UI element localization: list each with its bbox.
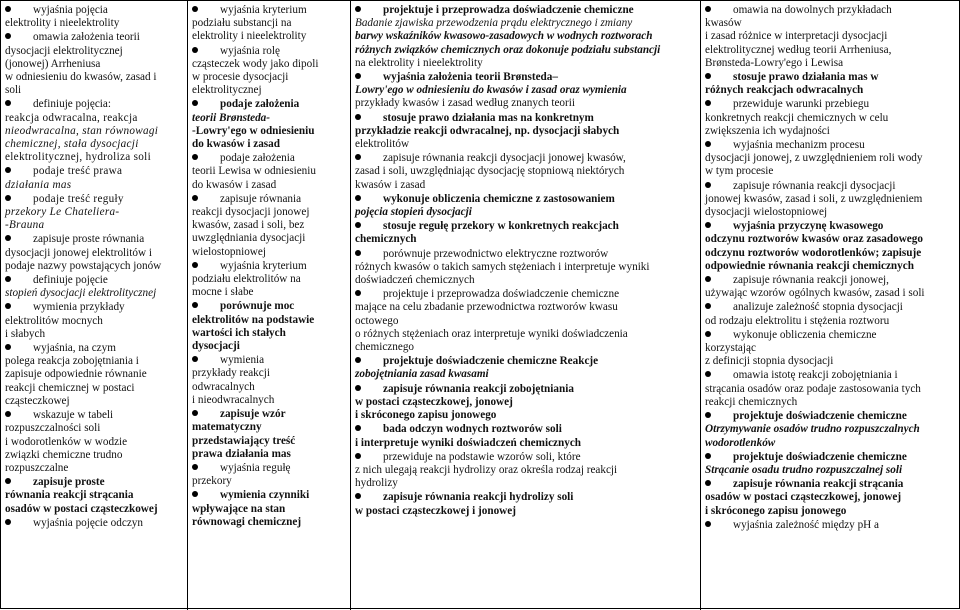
item-text: odczynu roztworów kwasów oraz zasadowego [705, 233, 923, 246]
item-text: o różnych stężeniach oraz interpretuje wyniki doświadczenia [355, 327, 628, 340]
item-text: kwasów, zasad i soli, bez [192, 219, 305, 232]
bullet-icon [192, 356, 198, 362]
item-text: omawia na dowolnych przykładach [733, 4, 892, 16]
bullet-icon [705, 100, 711, 106]
list-item [355, 355, 697, 381]
item-text: i zasad różnice w interpretacji dysocjacji [705, 30, 888, 43]
bullet-icon [5, 411, 11, 417]
item-text: wykonuje obliczenia chemiczne z zastosowaniem [383, 192, 615, 205]
list-item [355, 288, 697, 354]
item-text: doświadczeń chemicznych [355, 274, 475, 287]
list-item [5, 31, 184, 97]
item-text: elektrolity i nieelektrolity [192, 30, 307, 43]
item-text: przykłady kwasów i zasad według znanych teorii [355, 97, 575, 110]
item-text: -Lowry'ego w odniesieniu [192, 124, 315, 137]
item-text: elektrolitycznej według teorii Arrheniusa, [705, 43, 892, 56]
item-text: przykładzie reakcji odwracalnej, np. dysocjacji słabych [355, 124, 620, 137]
item-text: uwzględniania dysocjacji [192, 232, 306, 245]
item-text: wyjaśnia pojęcia [33, 4, 108, 16]
bullet-icon [5, 195, 11, 201]
item-text: nieodwracalna, stan równowagi [5, 124, 159, 137]
list-item [355, 491, 697, 517]
item-text: hydrolizy [355, 477, 398, 490]
item-text: i wodorotlenków w wodzie [5, 435, 128, 448]
item-text: (jonowej) Arrheniusa [5, 57, 101, 70]
list-item [355, 152, 697, 192]
item-text: wyjaśnia przyczynę kwasowego [733, 220, 884, 233]
list-item [705, 451, 958, 477]
item-text: stopień dysocjacji elektrolitycznej [5, 287, 157, 300]
item-text: wykonuje obliczenia chemiczne [733, 328, 877, 341]
column-extended [188, 1, 351, 610]
item-text: podziału substancji na [192, 17, 292, 30]
bullet-icon [355, 453, 361, 459]
item-text: Badanie zjawiska przewodzenia prądu elektrycznego i zmiany [355, 17, 633, 30]
item-text: projektuje doświadczenie chemiczne [733, 410, 907, 423]
item-text: chemicznej, stała dysocjacji [5, 138, 139, 151]
item-text: pojęcia stopień dysocjacji [355, 206, 472, 219]
item-text: osadów w postaci cząsteczkowej [5, 502, 158, 515]
list-item [705, 329, 958, 369]
column-full [701, 1, 960, 610]
bullet-icon [705, 331, 711, 337]
list-item [355, 112, 697, 152]
item-text: reakcji dysocjacji jonowej [192, 206, 310, 219]
item-text: Otrzymywanie osadów trudno rozpuszczalnych [705, 423, 920, 436]
list-item [192, 489, 347, 529]
bullet-icon [5, 167, 11, 173]
item-text: wyjaśnia kryterium [220, 4, 307, 16]
item-text: zapisuje wzór [220, 408, 286, 421]
item-text: wymienia czynniki [220, 489, 310, 502]
item-text: podaje nazwy powstających jonów [5, 259, 162, 272]
bullet-icon [192, 6, 198, 12]
bullet-icon [5, 276, 11, 282]
list-item [355, 423, 697, 449]
item-text: elektrolitycznej [192, 84, 262, 97]
item-text: matematyczny [192, 421, 262, 434]
list-item [705, 220, 958, 273]
item-text: przewiduje na podstawie wzorów soli, które [383, 450, 581, 463]
bullet-icon [5, 478, 11, 484]
item-text: elektrolitów na podstawie [192, 313, 315, 326]
item-text: i skróconego zapisu jonowego [355, 409, 497, 422]
bullet-icon [355, 114, 361, 120]
item-text: odpowiednie równania reakcji chemicznych [705, 259, 914, 272]
item-text: wyjaśnia rolę [220, 44, 280, 57]
item-text: przekory [192, 475, 232, 488]
item-text: podaje założenia [220, 98, 300, 111]
item-text: używając wzorów ogólnych kwasów, zasad i soli [705, 287, 925, 300]
bullet-icon [355, 425, 361, 431]
bullet-icon [705, 6, 711, 12]
item-text: w postaci cząsteczkowej, jonowej [355, 395, 513, 408]
bullet-icon [705, 73, 711, 79]
item-text: zapisuje równania reakcji hydrolizy soli [383, 491, 574, 504]
item-text: różnych kwasów o takich samych stężeniach i interpretuje wyniki [355, 260, 650, 273]
list-item [5, 517, 184, 530]
item-text: definiuje pojęcie [33, 274, 108, 287]
list-item [192, 300, 347, 353]
item-text: dysocjacji [192, 340, 240, 353]
item-text: cząsteczkowej [5, 394, 70, 407]
item-text: rozpuszczalności soli [5, 422, 101, 435]
item-text: zwiększenia ich wydajności [705, 124, 830, 137]
item-text: wskazuje w tabeli [33, 409, 114, 422]
list-item [192, 4, 347, 44]
item-text: elektrolitycznej, hydroliza soli [5, 151, 151, 164]
list-item [705, 71, 958, 97]
bullet-icon [705, 303, 711, 309]
item-text: wielostopniowej [192, 245, 266, 258]
item-text: wyjaśnia, na czym [33, 342, 116, 355]
item-text: do kwasów i zasad [192, 178, 277, 191]
item-text: wpływające na stan [192, 502, 286, 515]
list-item [5, 233, 184, 273]
item-text: do kwasów i zasad [192, 138, 280, 151]
bullet-icon [5, 235, 11, 241]
item-text: w procesie dysocjacji [192, 71, 289, 84]
bullet-icon [5, 100, 11, 106]
bullet-icon [192, 302, 198, 308]
column-advanced [351, 1, 701, 610]
item-text: omawia założenia teorii [33, 31, 140, 44]
item-text: barwy wskaźników kwasowo-zasadowych w wodnych roztworach [355, 30, 653, 43]
bullet-icon [705, 276, 711, 282]
item-text: reakcji chemicznych [705, 395, 798, 408]
item-text: podaje założenia [220, 152, 295, 165]
bullet-icon [705, 453, 711, 459]
column-basic [1, 1, 188, 610]
item-text: teorii Lewisa w odniesieniu [192, 165, 316, 178]
bullet-icon [355, 154, 361, 160]
item-text: podziału elektrolitów na [192, 273, 301, 286]
list-item [5, 476, 184, 516]
bullet-icon [192, 464, 198, 470]
item-text: zapisuje równania reakcji dysocjacji jonowej kwasów, [383, 152, 626, 165]
list-item [192, 152, 347, 192]
item-text: podaje treść reguły [33, 192, 124, 205]
item-text: w postaci cząsteczkowej i jonowej [355, 504, 516, 517]
bullet-icon [192, 262, 198, 268]
list-item [192, 260, 347, 300]
item-text: i interpretuje wyniki doświadczeń chemicznych [355, 436, 582, 449]
list-item [705, 4, 958, 70]
bullet-icon [705, 480, 711, 486]
item-text: elektrolity i nieelektrolity [5, 17, 120, 30]
list-item [705, 139, 958, 179]
bullet-icon [5, 303, 11, 309]
list-item [5, 98, 184, 164]
item-text: osadów w postaci cząsteczkowej, jonowej [705, 491, 902, 504]
list-item [355, 193, 697, 219]
item-text: zapisuje równania reakcji strącania [733, 478, 904, 491]
item-text: omawia istotę reakcji zobojętniania i [733, 369, 898, 382]
item-text: na elektrolity i nieelektrolity [355, 56, 483, 69]
list-item [192, 354, 347, 407]
item-text: przewiduje warunki przebiegu [733, 98, 870, 111]
bullet-icon [192, 100, 198, 106]
item-text: porównuje moc [220, 300, 295, 313]
item-text: stosuje prawo działania mas w [733, 71, 879, 84]
item-text: reakcji chemicznej w postaci [5, 381, 135, 394]
item-text: strącania osadów oraz podaje zastosowania tych [705, 382, 921, 395]
item-text: z definicji stopnia dysocjacji [705, 355, 834, 368]
item-text: korzystając [705, 342, 756, 355]
item-text: dysocjacji wielostopniowej [705, 206, 828, 219]
item-text: cząsteczek wody jako dipoli [192, 57, 319, 70]
bullet-icon [5, 344, 11, 350]
item-text: zobojętniania zasad kwasami [355, 368, 489, 381]
list-item [192, 98, 347, 151]
item-text: projektuje i przeprowadza doświadczenie chemiczne [383, 288, 620, 301]
bullet-icon [705, 521, 711, 527]
list-item [705, 478, 958, 518]
item-text: różnych reakcjach odwracalnych [705, 84, 864, 97]
bullet-icon [355, 250, 361, 256]
item-text: elektrolitów [355, 138, 410, 151]
list-item [355, 248, 697, 288]
bullet-icon [5, 6, 11, 12]
item-text: przedstawiający treść [192, 434, 296, 447]
bullet-icon [355, 222, 361, 228]
list-item [192, 193, 347, 259]
bullet-icon [705, 141, 711, 147]
list-item [192, 408, 347, 461]
item-text: różnych związków chemicznych oraz dokonuje podziału substancji [355, 43, 661, 56]
item-text: związki chemiczne trudno [5, 448, 123, 461]
item-text: jonowej kwasów, zasad i soli, z uwzględnieniem [705, 192, 923, 205]
item-text: konkretnych reakcji chemicznych w celu [705, 111, 889, 124]
item-text: w tym procesie [705, 165, 774, 178]
list-item [355, 4, 697, 70]
list-item [192, 462, 347, 488]
item-text: odczynu roztworów wodorotlenków; zapisuje [705, 246, 922, 259]
item-text: równania reakcji strącania [5, 489, 134, 502]
item-text: rozpuszczalne [5, 461, 69, 474]
item-text: analizuje zależność stopnia dysocjacji [733, 301, 903, 314]
list-item [355, 451, 697, 491]
list-item [5, 342, 184, 408]
item-text: zapisuje równania reakcji jonowej, [733, 274, 889, 287]
item-text: bada odczyn wodnych roztworów soli [383, 423, 562, 436]
item-text: i nieodwracalnych [192, 393, 275, 406]
item-text: wodorotlenków [705, 436, 776, 449]
item-text: prawa działania mas [192, 447, 291, 460]
list-item [705, 180, 958, 220]
item-text: dysocjacji jonowej elektrolitów i [5, 246, 152, 259]
list-item [192, 45, 347, 98]
item-text: zapisuje proste równania [33, 233, 145, 246]
item-text: porównuje przewodnictwo elektryczne roztworów [383, 247, 609, 260]
item-text: wymienia przykłady [33, 301, 125, 314]
bullet-icon [705, 182, 711, 188]
bullet-icon [355, 385, 361, 391]
list-item [355, 220, 697, 246]
bullet-icon [192, 47, 198, 53]
item-text: zapisuje równania reakcji zobojętniania [383, 382, 574, 395]
item-text: chemicznych [355, 233, 417, 246]
item-text: wyjaśnia regułę [220, 461, 291, 474]
item-text: odwracalnych [192, 380, 255, 393]
item-text: soli [5, 84, 22, 97]
item-text: Brønsteda-Lowry'ego i Lewisa [705, 56, 844, 69]
item-text: polega reakcja zobojętniania i [5, 355, 139, 368]
item-text: mocne i słabe [192, 286, 254, 299]
item-text: od rodzaju elektrolitu i stężenia roztworu [705, 314, 890, 327]
list-item [705, 301, 958, 327]
item-text: i słabych [5, 327, 46, 340]
list-item [5, 409, 184, 475]
item-text: reakcja odwracalna, reakcja [5, 111, 138, 124]
item-text: mające na celu zbadanie przewodnictwa roztworów kwasu [355, 301, 618, 314]
item-text: w odniesieniu do kwasów, zasad i [5, 71, 157, 84]
item-text: podaje treść prawa [33, 165, 123, 178]
list-item [705, 519, 958, 532]
item-text: wyjaśnia zależność między pH a [733, 518, 880, 531]
bullet-icon [355, 357, 361, 363]
item-text: zapisuje równania reakcji dysocjacji [733, 179, 896, 192]
bullet-icon [5, 519, 11, 525]
list-item [355, 383, 697, 423]
list-item [705, 98, 958, 138]
item-text: i skróconego zapisu jonowego [705, 504, 847, 517]
item-text: przekory Le Chateliera- [5, 206, 120, 219]
bullet-icon [355, 493, 361, 499]
item-text: równowagi chemicznej [192, 515, 302, 528]
item-text: wymienia [220, 354, 265, 367]
bullet-icon [355, 290, 361, 296]
list-item [5, 4, 184, 30]
item-text: projektuje i przeprowadza doświadczenie chemiczne [383, 4, 634, 16]
item-text: octowego [355, 314, 399, 327]
item-text: wartości ich stałych [192, 326, 286, 339]
item-text: zapisuje proste [33, 476, 105, 489]
item-text: elektrolitów mocnych [5, 314, 103, 327]
item-text: wyjaśnia mechanizm procesu [733, 139, 865, 152]
item-text: wyjaśnia kryterium [220, 259, 307, 272]
item-text: zapisuje odpowiednie równanie [5, 368, 147, 381]
bullet-icon [355, 6, 361, 12]
list-item [705, 410, 958, 450]
item-text: wyjaśnia założenia teorii Brønsteda– [383, 71, 558, 84]
item-text: teorii Brønsteda- [192, 111, 271, 124]
list-item [5, 193, 184, 233]
bullet-icon [705, 412, 711, 418]
item-text: kwasów [705, 17, 742, 30]
item-text: Strącanie osadu trudno rozpuszczalnej soli [705, 463, 903, 476]
item-text: wyjaśnia pojęcie odczyn [33, 516, 143, 529]
item-text: dysocjacji elektrolitycznej [5, 44, 123, 57]
item-text: zasad i soli, uwzględniając dysocjację stopniową niektórych [355, 165, 625, 178]
bullet-icon [192, 154, 198, 160]
item-text: stosuje prawo działania mas na konkretnym [383, 111, 594, 124]
bullet-icon [192, 410, 198, 416]
bullet-icon [355, 195, 361, 201]
item-text: przykłady reakcji [192, 367, 270, 380]
bullet-icon [705, 371, 711, 377]
bullet-icon [192, 491, 198, 497]
list-item [5, 301, 184, 341]
item-text: projektuje doświadczenie chemiczne [733, 450, 907, 463]
bullet-icon [5, 33, 11, 39]
item-text: kwasów i zasad [355, 178, 426, 191]
item-text: dysocjacji jonowej, z uwzględnieniem roli wody [705, 152, 923, 165]
item-text: definiuje pojęcia: [33, 98, 111, 111]
list-item [5, 165, 184, 191]
item-text: stosuje regułę przekory w konkretnych reakcjach [383, 220, 619, 233]
list-item [355, 71, 697, 111]
list-item [705, 369, 958, 409]
bullet-icon [192, 195, 198, 201]
item-text: projektuje doświadczenie chemiczne Reakcje [383, 355, 599, 368]
list-item [5, 274, 184, 300]
bullet-icon [705, 222, 711, 228]
bullet-icon [355, 73, 361, 79]
item-text: działania mas [5, 178, 72, 191]
item-text: -Brauna [5, 219, 45, 232]
list-item [705, 274, 958, 300]
item-text: zapisuje równania [220, 192, 302, 205]
item-text: z nich ulegają reakcji hydrolizy oraz określa rodzaj reakcji [355, 463, 618, 476]
item-text: Lowry'ego w odniesieniu do kwasów i zasad oraz wymienia [355, 84, 627, 97]
item-text: chemicznego [355, 341, 415, 354]
